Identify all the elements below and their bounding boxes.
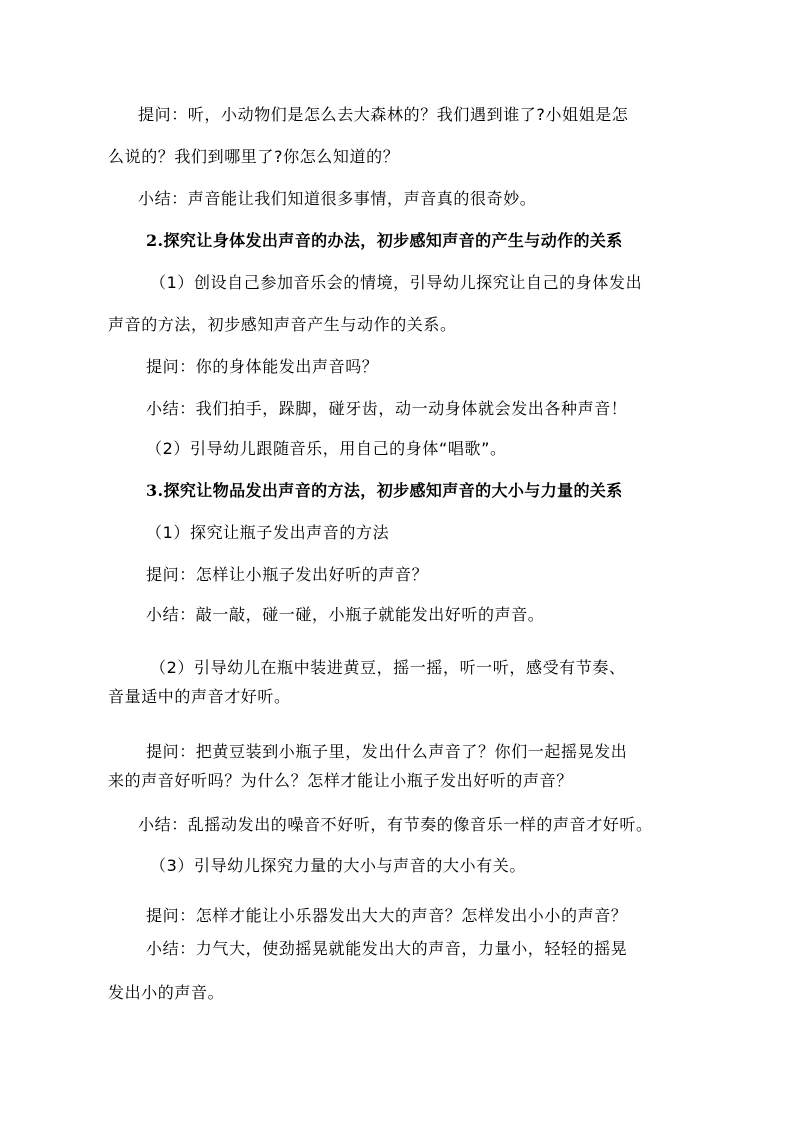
step-2-line-2: 音量适中的声音才好听。 — [108, 687, 291, 706]
question-line: 提问：你的身体能发出声音吗？ — [146, 357, 379, 376]
question-line: 提问：怎样让小瓶子发出好听的声音？ — [146, 565, 429, 584]
summary-line: 小结：声音能让我们知道很多事情，声音真的很奇妙。 — [138, 189, 537, 208]
question-line-2: 么说的？我们到哪里了?你怎么知道的？ — [108, 147, 400, 166]
step-1-line: （1）探究让瓶子发出声音的方法 — [146, 523, 390, 542]
question-line-1: 提问：听，小动物们是怎么去大森林的？我们遇到谁了?小姐姐是怎 — [138, 105, 629, 124]
step-1-line-1: （1）创设自己参加音乐会的情境，引导幼儿探究让自己的身体发出 — [150, 273, 643, 292]
question-line-2: 来的声音好听吗？为什么？怎样才能让小瓶子发出好听的声音？ — [108, 771, 573, 790]
summary-line: 小结：乱摇动发出的噪音不好听，有节奏的像音乐一样的声音才好听。 — [138, 815, 653, 834]
summary-line: 小结：我们拍手，跺脚，碰牙齿，动一动身体就会发出各种声音！ — [146, 399, 628, 418]
summary-line-1: 小结：力气大，使劲摇晃就能发出大的声音，力量小，轻轻的摇晃 — [146, 939, 628, 958]
step-3-line: （3）引导幼儿探究力量的大小与声音的大小有关。 — [150, 856, 526, 875]
section-heading-3: 3.探究让物品发出声音的方法，初步感知声音的大小与力量的关系 — [146, 481, 623, 500]
section-heading-2: 2.探究让身体发出声音的办法，初步感知声音的产生与动作的关系 — [146, 231, 623, 250]
step-2-line-1: （2）引导幼儿在瓶中装进黄豆，摇一摇，听一听，感受有节奏、 — [150, 658, 626, 677]
step-2-line: （2）引导幼儿跟随音乐，用自己的身体“唱歌”。 — [146, 439, 507, 458]
question-line-1: 提问：把黄豆装到小瓶子里，发出什么声音了？你们一起摇晃发出 — [146, 742, 628, 761]
summary-line-2: 发出小的声音。 — [108, 983, 225, 1002]
step-1-line-2: 声音的方法，初步感知声音产生与动作的关系。 — [108, 315, 457, 334]
summary-line: 小结：敲一敲，碰一碰，小瓶子就能发出好听的声音。 — [146, 605, 545, 624]
question-line: 提问：怎样才能让小乐器发出大大的声音？怎样发出小小的声音？ — [146, 906, 628, 925]
